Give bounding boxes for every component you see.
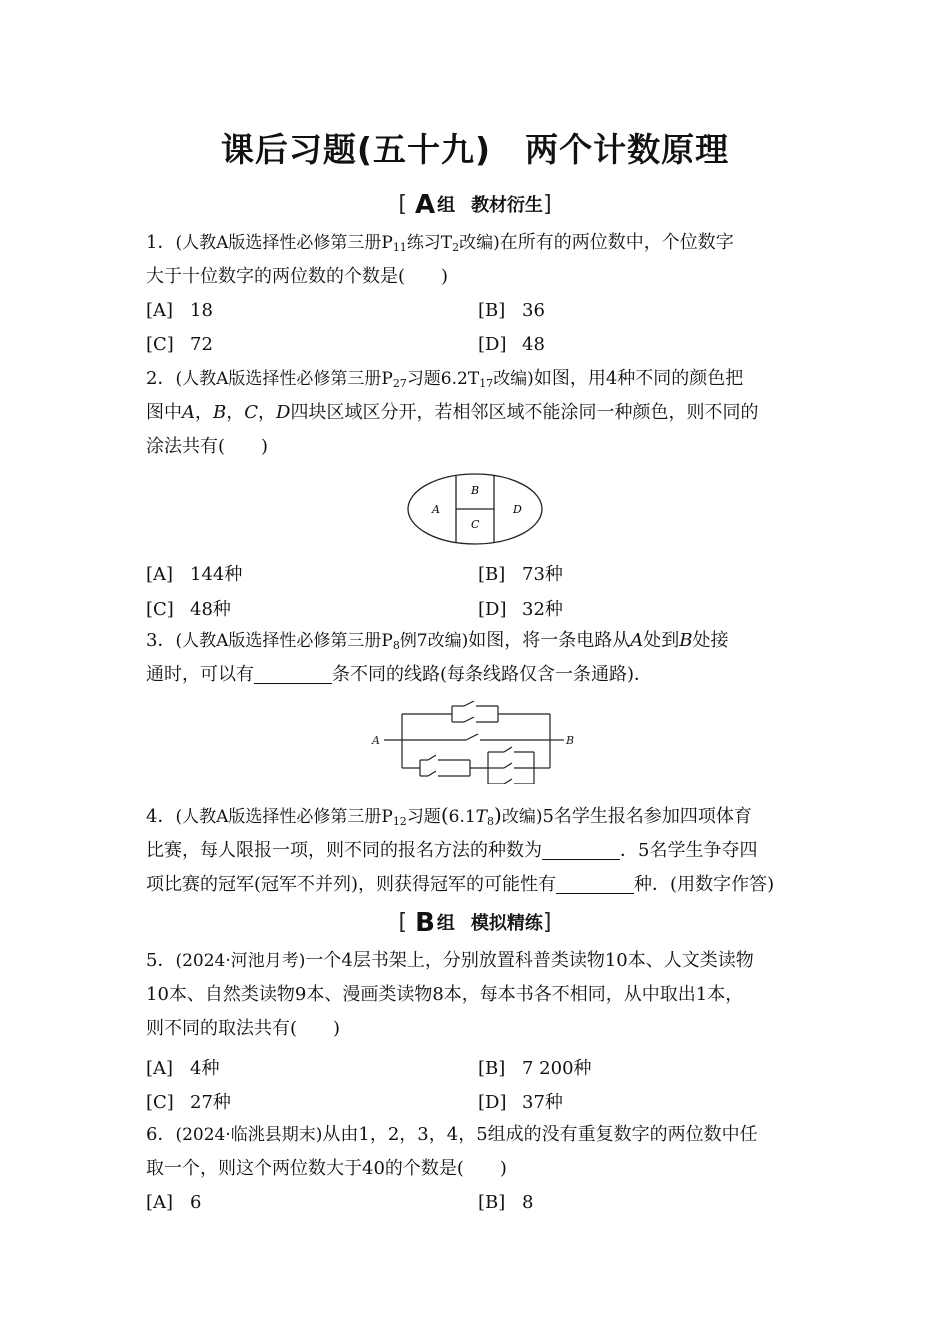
q5-option-a[interactable]: [A] 4种 [146,1058,220,1079]
q2-option-a[interactable]: [A] 144种 [146,564,243,585]
question-2-line-3: 涂法共有( ) [146,436,269,457]
q5-option-b[interactable]: [B] 7 200种 [478,1058,592,1079]
question-4-line-1: 4．(人教A版选择性必修第三册$P_{12}$习题$(6.1T_8)$改编)5名学生报名参加四项体育 [146,803,752,828]
question-4-line-3: 项比赛的冠军(冠军不并列)，则获得冠军的可能性有 种．(用数字作答) [146,874,775,895]
question-5-line-1: 5．(2024·河池月考)一个4层书架上，分别放置科普类读物10本、人文类读物 [146,950,754,971]
q5-option-d[interactable]: [D] 37种 [478,1092,563,1113]
q2-option-b[interactable]: [B] 73种 [478,564,563,585]
region-label-c: C [471,518,480,531]
bracket-right: ] [543,192,552,217]
question-number: 1． [146,232,176,253]
bracket-left: [ [398,910,408,935]
question-3-line-2: 通时，可以有 条不同的线路(每条线路仅含一条通路)． [146,664,653,685]
question-source: (2024·河池月考) [175,951,306,971]
group-a-header [0,190,950,220]
q2-option-d[interactable]: [D] 32种 [478,599,563,620]
bracket-left: [ [398,192,407,217]
q1-option-a[interactable]: [A] 18 [146,300,213,321]
answer-blank[interactable] [254,665,332,684]
group-label: 组 [436,913,455,934]
question-2-line-1: 2．(人教A版选择性必修第三册$P_{27}$习题$6.2T_{17}$改编)如图，用4种不同的颜色把 [146,368,744,390]
circuit-diagram [368,700,583,784]
group-label: 组 [437,195,456,216]
q1-option-b[interactable]: [B] 36 [478,300,545,321]
q1-option-d[interactable]: [D] 48 [478,334,545,355]
region-diagram [405,470,545,548]
region-label-b: B [471,484,480,497]
q1-option-c[interactable]: [C] 72 [146,334,213,355]
question-4-line-2: 比赛，每人限报一项，则不同的报名方法的种数为 ．5名学生争夺四 [146,840,758,861]
question-source: (2024·临洮县期末) [175,1125,323,1145]
q6-option-a[interactable]: [A] 6 [146,1192,202,1213]
question-text: 在所有的两位数中，个位数字 [499,232,734,253]
question-5-line-3: 则不同的取法共有( ) [146,1018,341,1039]
region-label-a: A [432,503,440,516]
question-1-line-1 [146,232,734,259]
answer-blank-1[interactable] [542,841,620,860]
question-2-line-2: 图中A，B，C，D四块区域区分开，若相邻区域不能涂同一种颜色，则不同的 [146,402,759,423]
node-label-a: A [372,734,380,747]
question-source: (人教A版选择性必修第三册$P_{12}$习题$(6.1T_8)$改编) [175,803,543,828]
bracket-right: ] [542,910,552,935]
q5-option-c[interactable]: [C] 27种 [146,1092,231,1113]
group-name: 模拟精练 [470,913,543,934]
question-3-line-1: 3．(人教A版选择性必修第三册$P_8$例7改编)如图，将一条电路从A处到B处接 [146,630,729,652]
group-name: 教材衍生 [471,195,544,216]
group-letter: B [415,908,435,938]
node-label-b: B [566,734,575,747]
question-5-line-2: 10本、自然类读物9本、漫画类读物8本，每本书各不相同，从中取出1本， [146,984,744,1005]
question-source: (人教A版选择性必修第三册$P_8$例7改编) [175,631,469,652]
question-source: (人教A版选择性必修第三册$P_{11}$练习$T_2$改编) [175,233,500,254]
region-label-d: D [513,503,522,516]
page-title: 课后习题(五十九) 两个计数原理 [220,130,730,169]
group-b-header [0,908,950,938]
q6-option-b[interactable]: [B] 8 [478,1192,534,1213]
question-1-line-2: 大于十位数字的两位数的个数是( ) [146,266,449,287]
question-6-line-1: 6．(2024·临洮县期末)从由1，2，3，4，5组成的没有重复数字的两位数中任 [146,1124,758,1145]
group-letter: A [414,190,436,220]
question-6-line-2: 取一个，则这个两位数大于40的个数是( ) [146,1158,507,1179]
question-source: (人教A版选择性必修第三册$P_{27}$习题$6.2T_{17}$改编) [175,369,534,390]
answer-blank-2[interactable] [556,875,634,894]
q2-option-c[interactable]: [C] 48种 [146,599,231,620]
